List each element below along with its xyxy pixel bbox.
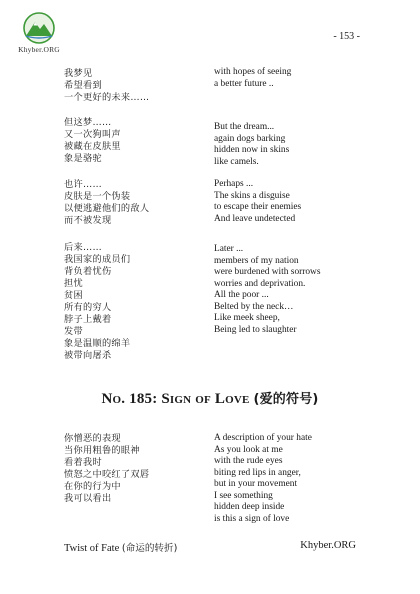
verse-line: like camels. [214,156,259,167]
verse-line: The skins a disguise [214,190,290,201]
verse-line: Perhaps ... [214,179,254,189]
verse-line: 但这梦…… [64,117,112,128]
stanza-zh-4 [64,242,130,362]
verse-line: is this a sign of love [214,513,290,524]
verse-line: 象是温顺的绵羊 [64,338,131,349]
verse-line: were burdened with sorrows [214,267,321,277]
poem-title-zh: (爱的符号) [253,392,319,407]
verse-line: Like meek sheep, [214,313,280,323]
verse-line: 被藏在皮肤里 [64,141,121,152]
verse-line: As you look at me [214,444,283,455]
stanza-en-1 [214,67,291,90]
verse-line: 看着我时 [64,457,102,468]
verse-line: 你憎恶的表现 [64,433,121,444]
verse-line: 象是骆驼 [64,153,102,164]
stanza-zh-1 [64,68,149,104]
verse-line: 所有的穷人 [64,302,112,313]
verse-line: members of my nation [214,255,299,266]
verse-line: 希望看到 [64,80,102,91]
verse-line: 也许…… [64,179,102,190]
poem2-en [214,433,312,525]
verse-line: hidden deep inside [214,502,285,512]
verse-line: 当你用粗鲁的眼神 [64,445,140,456]
verse-line: And leave undetected [214,213,296,224]
stanza-en-4 [214,244,320,336]
stanza-en-2 [214,122,289,168]
verse-line: with hopes of seeing [214,67,292,77]
verse-line: Belted by the neck… [214,301,294,312]
verse-line: A description of your hate [214,433,312,443]
verse-line: 而不被发现 [64,215,112,226]
stanza-zh-2 [64,117,121,165]
verse-line: 以便逃避他们的敌人 [64,203,150,214]
poem-title-en: No. 185: Sign of Love [101,391,250,407]
verse-line: 被带向屠杀 [64,350,112,361]
verse-line: again dogs barking [214,133,286,144]
verse-line: I see something [214,490,273,501]
verse-line: 我可以看出 [64,493,112,504]
poem-title [0,388,420,408]
khyber-logo [14,11,64,55]
verse-line: 贫困 [64,290,83,301]
poem2-zh [64,433,149,505]
stanza-en-3 [214,179,301,225]
logo-wordmark: Khyber.ORG [18,45,60,54]
footer-book-en: Twist of Fate [64,543,120,554]
footer-book-title [64,540,177,554]
verse-line: 皮肤是一个伪装 [64,191,131,202]
verse-line: 脖子上戴着 [64,314,112,325]
verse-line: 后来…… [64,242,102,253]
verse-line: biting red lips in anger, [214,467,301,478]
verse-line: Being led to slaughter [214,324,297,335]
verse-line: to escape their enemies [214,202,302,212]
verse-line: 在你的行为中 [64,481,121,492]
page-number: - 153 - [333,31,360,42]
verse-line: 我国家的成员们 [64,254,131,265]
verse-line: 担忧 [64,278,83,289]
verse-line: 又一次狗叫声 [64,129,121,140]
verse-line: But the dream... [214,122,275,132]
verse-line: 一个更好的未来…… [64,92,150,103]
verse-line: but in your movement [214,479,298,489]
mountain-emblem-icon [14,11,64,45]
verse-line: 发带 [64,326,83,337]
verse-line: 我梦见 [64,68,93,79]
verse-line: 愤怒之中咬红了双唇 [64,469,150,480]
footer-book-zh: (命运的转折) [121,543,178,554]
verse-line: 背负着忧伤 [64,266,112,277]
verse-line: All the poor ... [214,290,269,300]
verse-line: worries and deprivation. [214,278,306,289]
verse-line: hidden now in skins [214,145,290,155]
stanza-zh-3 [64,179,149,227]
verse-line: a better future .. [214,78,274,89]
footer-site: Khyber.ORG [300,540,356,551]
verse-line: with the rude eyes [214,456,283,466]
verse-line: Later ... [214,244,244,254]
